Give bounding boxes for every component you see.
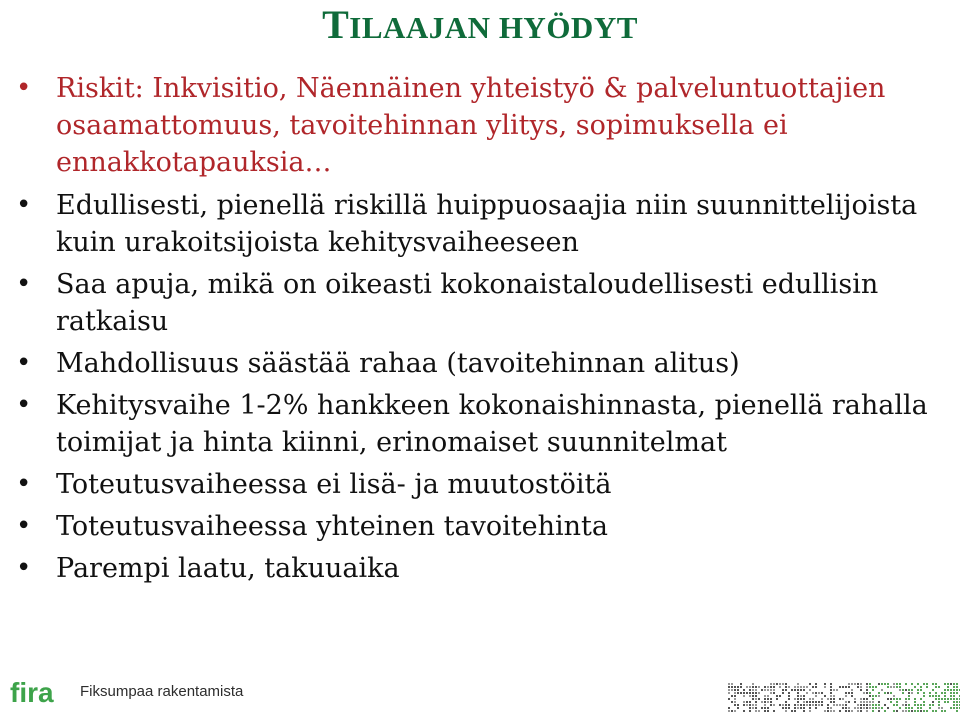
footer-brand [10,678,243,706]
bullet-text: Kehitysvaihe 1-2% hankkeen kokonaishinnasta, pienellä rahalla toimijat ja hinta kiinni, erinomaiset suunnitelmat [56,390,928,458]
bullet-dot: • [16,269,32,299]
slide-title-initial: T [322,2,350,47]
bullet-text: Mahdollisuus säästää rahaa (tavoitehinnan alitus) [56,348,740,379]
bullet-text: Saa apuja, mikä on oikeasti kokonaistaloudellisesti edullisin ratkaisu [56,269,879,337]
bullet-text: Toteutusvaiheessa yhteinen tavoitehinta [56,511,608,542]
bullet-item-savings [0,345,960,382]
bullet-dot: • [16,469,32,499]
bullet-text: Edullisesti, pienellä riskillä huippuosaajia niin suunnittelijoista kuin urakoitsijoista kehitysvaiheeseen [56,190,918,258]
bullet-item-no-extra-work [0,466,960,503]
bullet-item-risks [0,70,960,181]
bullet-item-development-phase [0,387,960,461]
bullet-item-quality [0,550,960,587]
bullet-list [0,70,960,592]
bullet-text: Parempi laatu, takuuaika [56,553,400,584]
bullet-text: Riskit: Inkvisitio, Näennäinen yhteistyö & palveluntuottajien osaamattomuus, tavoitehinnan ylitys, sopimuksella ei ennakkotapauksia… [56,73,886,178]
bullet-item-experts [0,187,960,261]
bullet-dot: • [16,390,32,420]
bullet-item-shared-target-price [0,508,960,545]
footer-tagline: Fiksumpaa rakentamista [80,683,244,700]
bullet-dot: • [16,190,32,220]
logo-wordmark: fira [10,678,54,706]
bullet-dot: • [16,553,32,583]
slide-title-rest: ILAAJAN HYÖDYT [349,10,638,45]
bullet-text: Toteutusvaiheessa ei lisä- ja muutostöitä [56,469,612,500]
fira-logo-icon [10,678,72,706]
bullet-dot: • [16,73,32,103]
bullet-dot: • [16,348,32,378]
dotted-pattern-icon [728,683,960,713]
slide-title [0,2,960,51]
bullet-dot: • [16,511,32,541]
bullet-item-advice [0,266,960,340]
